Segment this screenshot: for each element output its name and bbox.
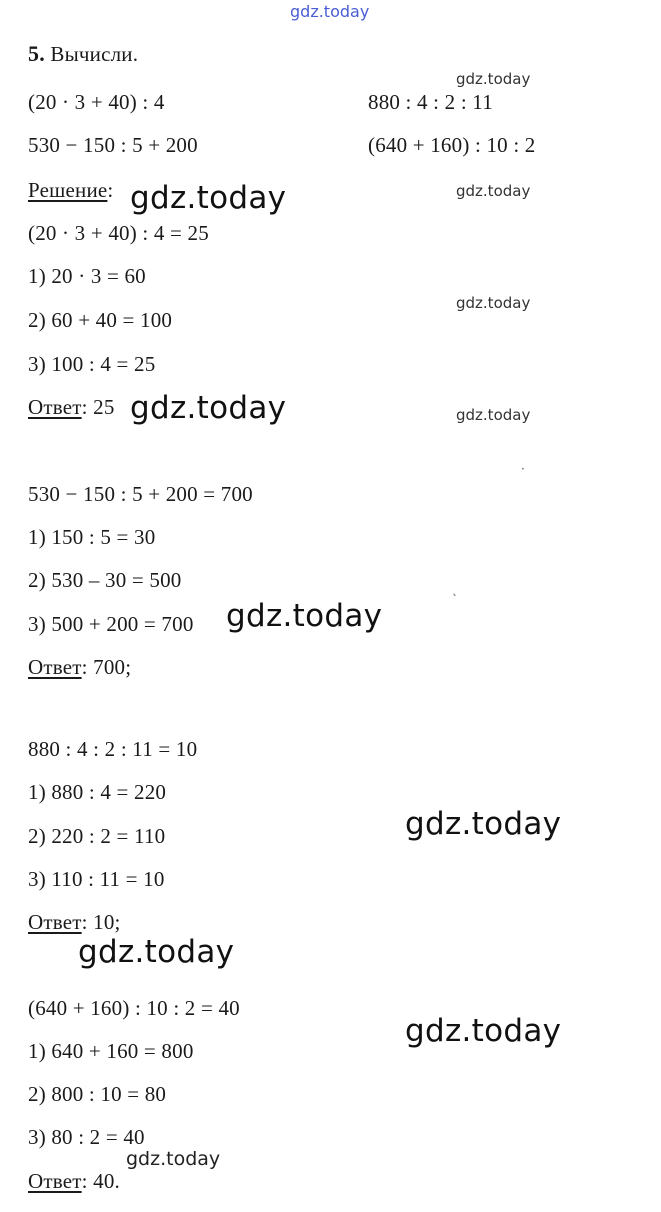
block-1-step-2: 2) 60 + 40 = 100 — [28, 308, 173, 332]
block-1-answer-value: : 25 — [81, 395, 115, 419]
task-title: Вычисли. — [50, 42, 139, 66]
task-number: 5. — [28, 41, 45, 66]
watermark-large-1: gdz.today — [130, 180, 287, 216]
block-1-expression: (20 · 3 + 40) : 4 = 25 — [28, 221, 209, 245]
task-heading — [28, 42, 138, 66]
block-1-answer — [28, 395, 115, 419]
problem-1: (20 · 3 + 40) : 4 — [28, 90, 165, 114]
block-4-expression: (640 + 160) : 10 : 2 = 40 — [28, 996, 240, 1020]
watermark-small-3: gdz.today — [456, 294, 531, 312]
block-3-expression: 880 : 4 : 2 : 11 = 10 — [28, 737, 198, 761]
block-4-step-3: 3) 80 : 2 = 40 — [28, 1125, 145, 1149]
block-2-step-2: 2) 530 – 30 = 500 — [28, 568, 182, 592]
problem-2: 880 : 4 : 2 : 11 — [368, 90, 493, 114]
watermark-large-4: gdz.today — [405, 806, 562, 842]
solution-colon: : — [107, 178, 114, 202]
block-3-answer-value: : 10; — [81, 910, 121, 934]
block-3-step-3: 3) 110 : 11 = 10 — [28, 867, 165, 891]
block-4-answer-value: : 40. — [81, 1169, 120, 1193]
block-2-answer — [28, 655, 131, 679]
block-4-answer — [28, 1169, 120, 1193]
block-4-step-1: 1) 640 + 160 = 800 — [28, 1039, 194, 1063]
watermark-small-2: gdz.today — [456, 182, 531, 200]
watermark-large-3: gdz.today — [226, 598, 383, 634]
block-2-answer-value: : 700; — [81, 655, 132, 679]
watermark-small-5: gdz.today — [126, 1148, 221, 1170]
solution-heading — [28, 178, 113, 202]
block-1-answer-label: Ответ — [28, 395, 82, 419]
watermark-large-2: gdz.today — [130, 390, 287, 426]
watermark-small-4: gdz.today — [456, 406, 531, 424]
scan-speck-1: · — [521, 462, 525, 476]
block-1-step-3: 3) 100 : 4 = 25 — [28, 352, 156, 376]
top-watermark: gdz.today — [290, 2, 370, 21]
block-2-expression: 530 − 150 : 5 + 200 = 700 — [28, 482, 253, 506]
solution-label: Решение — [28, 178, 108, 202]
problem-4: (640 + 160) : 10 : 2 — [368, 133, 536, 157]
problem-3: 530 − 150 : 5 + 200 — [28, 133, 198, 157]
watermark-large-6: gdz.today — [405, 1013, 562, 1049]
block-3-answer — [28, 910, 121, 934]
watermark-small-1: gdz.today — [456, 70, 531, 88]
block-2-answer-label: Ответ — [28, 655, 82, 679]
block-3-answer-label: Ответ — [28, 910, 82, 934]
scan-speck-2: ˎ — [452, 582, 458, 596]
watermark-large-5: gdz.today — [78, 934, 235, 970]
block-1-step-1: 1) 20 · 3 = 60 — [28, 264, 146, 288]
block-4-step-2: 2) 800 : 10 = 80 — [28, 1082, 167, 1106]
block-2-step-3: 3) 500 + 200 = 700 — [28, 612, 194, 636]
block-2-step-1: 1) 150 : 5 = 30 — [28, 525, 156, 549]
block-3-step-2: 2) 220 : 2 = 110 — [28, 824, 166, 848]
block-4-answer-label: Ответ — [28, 1169, 82, 1193]
block-3-step-1: 1) 880 : 4 = 220 — [28, 780, 167, 804]
